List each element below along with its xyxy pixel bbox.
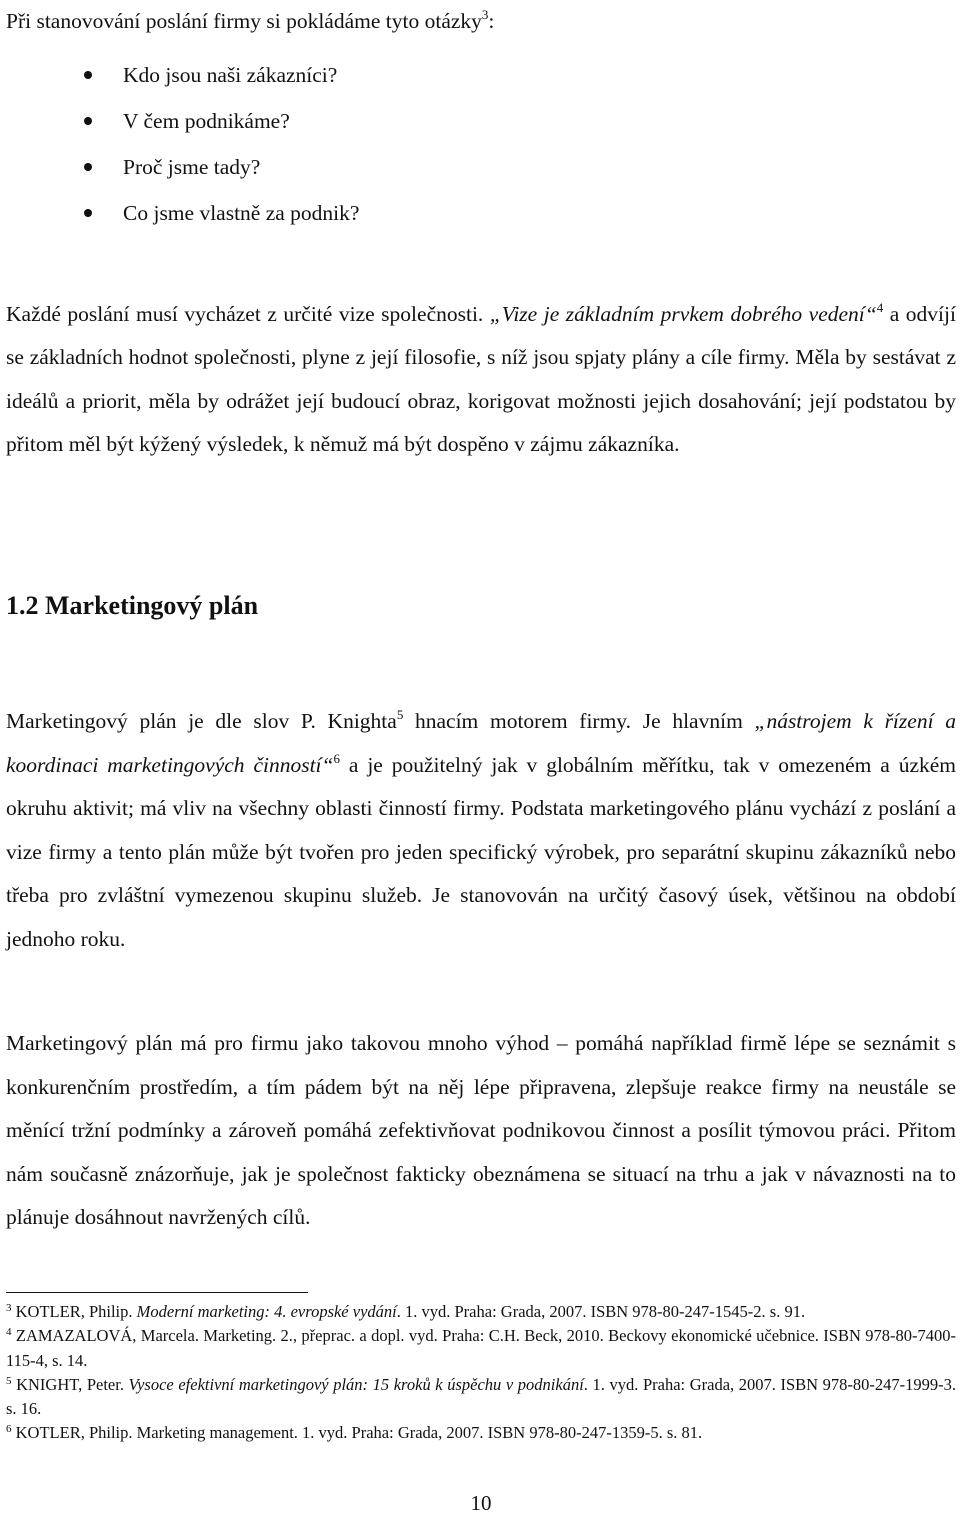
- page-number: 10: [470, 1491, 492, 1515]
- footnote-title: Vysoce efektivní marketingový plán: 15 kroků k úspěchu v podnikání: [128, 1374, 584, 1394]
- footnote-details: . 1. vyd. Praha: Grada, 2007. ISBN 978-80-247-1999-3. s. 16.: [6, 1374, 956, 1419]
- list-item-text: Co jsme vlastně za podnik?: [123, 201, 360, 225]
- bullet-icon: [84, 71, 92, 79]
- paragraph-text: a je použitelný jak v globálním měřítku, tak v omezeném a úzkém okruhu aktivit; má vliv na všechny oblasti činností firmy. Podstata marketingového plánu vychází z poslání a vize firmy a tento plán může být tvořen pro jeden specifický výrobek, pro separátní skupinu zákazníků nebo třeba pro zvláštní vymezenou skupinu služeb. Je stanovován na určitý časový úsek, většinou na období jednoho roku.: [6, 752, 957, 951]
- paragraph-advantages: Marketingový plán má pro firmu jako takovou mnoho výhod – pomáhá například firmě lépe se seznámit s konkurenčním prostředím, a tím pádem být na něj lépe připravena, zlepšuje reakce firmy na neustále se měnící tržní podmínky a zároveň pomáhá zefektivňovat podnikovou činnost a posílit týmovou práci. Přitom nám současně znázorňuje, jak je společnost fakticky obeznámena se situací na trhu a jak v návaznosti na to plánuje dosáhnout navržených cílů.: [6, 1031, 956, 1230]
- intro-sentence: [6, 6, 956, 36]
- footnote: [6, 1324, 956, 1373]
- bullet-icon: [84, 117, 92, 125]
- paragraph-text: Každé poslání musí vycházet z určité vize společnosti.: [6, 302, 490, 326]
- footnote-details: Marketing. 2., přeprac. a dopl. vyd. Praha: C.H. Beck, 2010. Beckovy ekonomické učebnice. ISBN 978-80-7400-115-4, s. 14.: [6, 1326, 956, 1370]
- footnotes: [6, 1300, 956, 1446]
- footnote: [6, 1421, 956, 1445]
- footnote-number: 4: [6, 1326, 12, 1339]
- intro-text: Při stanovování poslání firmy si pokládáme tyto otázky: [6, 9, 482, 33]
- document-page: [6, 0, 956, 1517]
- footnote-divider: [6, 1292, 308, 1293]
- intro-tail: :: [488, 9, 495, 33]
- footnote: [6, 1373, 956, 1422]
- list-item: [6, 144, 359, 190]
- footnote-details: . 1. vyd. Praha: Grada, 2007. ISBN 978-80-247-1545-2. s. 91.: [396, 1302, 806, 1321]
- footnote-details: Marketing management. 1. vyd. Praha: Grada, 2007. ISBN 978-80-247-1359-5. s. 81.: [136, 1423, 703, 1443]
- quote-text: „Vize je základním prvkem dobrého vedení“: [489, 302, 877, 326]
- footnote-ref[interactable]: 3: [481, 7, 489, 22]
- paragraph-marketing-plan: [6, 700, 956, 962]
- quote-text: „nástrojem k řízení a koordinaci marketingových činností“: [6, 709, 956, 777]
- list-item-text: Kdo jsou naši zákazníci?: [123, 63, 338, 87]
- list-item-text: V čem podnikáme?: [123, 109, 290, 133]
- paragraph-text: Marketingový plán je dle slov P. Knighta: [6, 709, 397, 733]
- bullet-icon: [84, 209, 92, 217]
- question-list: [6, 52, 359, 236]
- footnote-title: Moderní marketing: 4. evropské vydání: [136, 1302, 397, 1321]
- list-item-text: Proč jsme tady?: [123, 155, 261, 179]
- paragraph-text: hnacím motorem firmy. Je hlavním: [403, 709, 755, 733]
- footnote-author: KOTLER, Philip.: [11, 1302, 137, 1321]
- footnote-ref[interactable]: 5: [396, 707, 404, 722]
- list-item: [6, 190, 359, 236]
- bullet-icon: [84, 163, 92, 171]
- footnote-ref[interactable]: 6: [333, 750, 340, 766]
- footnote: [6, 1300, 956, 1324]
- list-item: [6, 52, 359, 98]
- footnote-number: 6: [6, 1423, 12, 1436]
- section-heading: 1.2 Marketingový plán: [6, 591, 259, 620]
- list-item: [6, 98, 359, 144]
- paragraph-vision: [6, 293, 956, 467]
- footnote-author: KNIGHT, Peter.: [11, 1374, 129, 1394]
- footnote-number: 3: [6, 1302, 12, 1314]
- footnote-number: 5: [6, 1374, 12, 1387]
- footnote-ref[interactable]: 4: [876, 300, 884, 315]
- footnote-author: KOTLER, Philip.: [11, 1423, 137, 1443]
- footnote-author: ZAMAZALOVÁ, Marcela.: [11, 1326, 204, 1346]
- paragraph-text: a odvíjí se základních hodnot společnosti, plyne z její filosofie, s níž jsou spjaty plány a cíle firmy. Měla by sestávat z ideálů a priorit, měla by odrážet její budoucí obraz, korigovat možnosti jejich dosahování; její podstatou by přitom měl být kýžený výsledek, k němuž má být dospěno v zájmu zákazníka.: [6, 302, 956, 457]
